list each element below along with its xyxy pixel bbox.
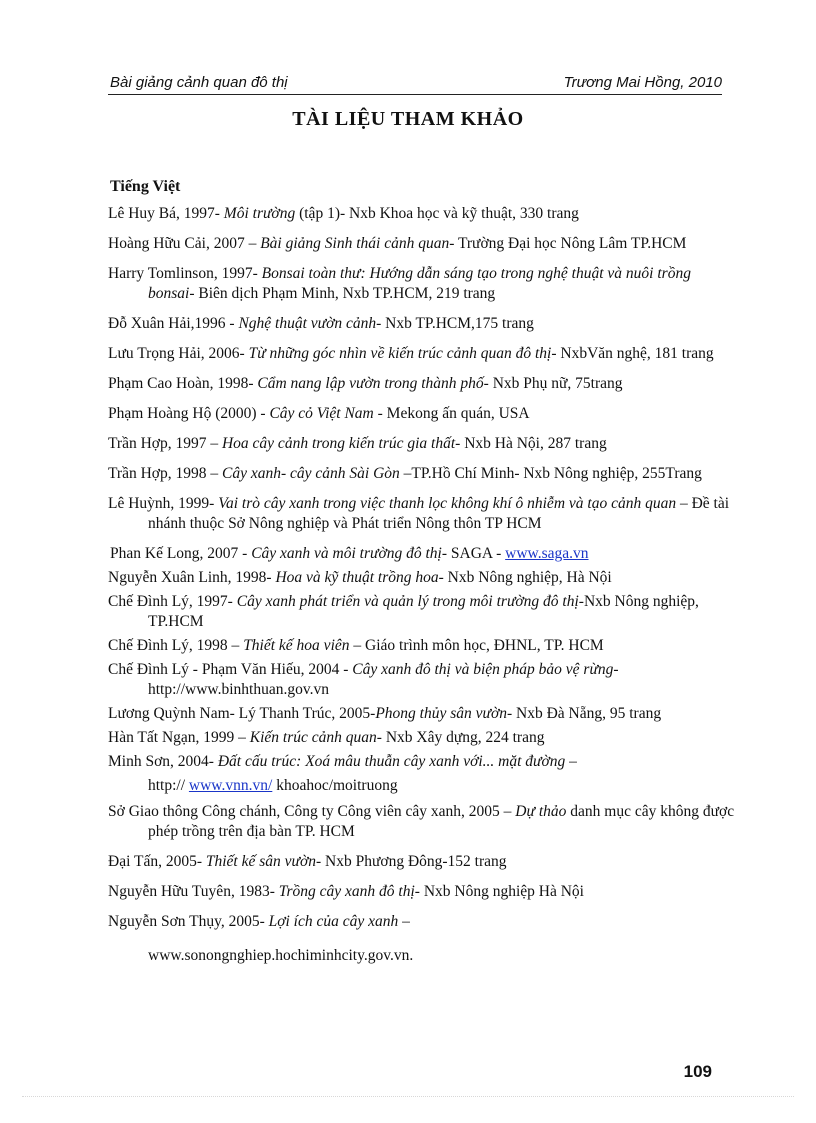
reference-item: Phạm Cao Hoàn, 1998- Cẩm nang lập vườn trong thành phố- Nxb Phụ nữ, 75trang bbox=[108, 375, 623, 392]
reference-item: Trần Hợp, 1997 – Hoa cây cảnh trong kiến trúc gia thất- Nxb Hà Nội, 287 trang bbox=[108, 435, 607, 452]
running-header bbox=[108, 74, 722, 95]
reference-item: Hàn Tất Ngạn, 1999 – Kiến trúc cảnh quan- Nxb Xây dựng, 224 trang bbox=[108, 729, 545, 746]
reference-item: Nguyễn Hữu Tuyên, 1983- Trồng cây xanh đô thị- Nxb Nông nghiệp Hà Nội bbox=[108, 883, 584, 900]
reference-item: Đại Tấn, 2005- Thiết kế sân vườn- Nxb Phương Đông-152 trang bbox=[108, 853, 507, 870]
reference-item: Harry Tomlinson, 1997- Bonsai toàn thư: Hướng dẫn sáng tạo trong nghệ thuật và nuôi trồng bonsai- Biên dịch Phạm Minh, Nxb TP.HCM, 219 trang bbox=[108, 265, 691, 302]
reference-list bbox=[108, 204, 738, 976]
footer-divider bbox=[22, 1096, 794, 1097]
reference-item: Trần Hợp, 1998 – Cây xanh- cây cảnh Sài Gòn –TP.Hồ Chí Minh- Nxb Nông nghiệp, 255Trang bbox=[108, 465, 702, 482]
reference-item: Phạm Hoàng Hộ (2000) - Cây cỏ Việt Nam - Mekong ấn quán, USA bbox=[108, 405, 530, 422]
reference-item: Phan Kế Long, 2007 - Cây xanh và môi trường đô thị- SAGA - www.saga.vn bbox=[110, 545, 589, 562]
section-heading: Tiếng Việt bbox=[110, 178, 181, 195]
reference-item: Chế Đình Lý, 1998 – Thiết kế hoa viên – Giáo trình môn học, ĐHNL, TP. HCM bbox=[108, 637, 604, 654]
reference-item: Lương Quỳnh Nam- Lý Thanh Trúc, 2005-Phong thủy sân vườn- Nxb Đà Nẵng, 95 trang bbox=[108, 705, 662, 722]
header-course-title: Bài giảng cảnh quan đô thị bbox=[110, 74, 288, 91]
vnn-link[interactable]: www.vnn.vn/ bbox=[188, 777, 273, 794]
reference-item: Lưu Trọng Hải, 2006- Từ những góc nhìn về kiến trúc cảnh quan đô thị- NxbVăn nghệ, 181 trang bbox=[108, 345, 714, 362]
reference-item: Sở Giao thông Công chánh, Công ty Công viên cây xanh, 2005 – Dự thảo danh mục cây không được phép trồng trên địa bàn TP. HCM bbox=[108, 803, 735, 840]
page-title: TÀI LIỆU THAM KHẢO bbox=[292, 108, 524, 130]
saga-link[interactable]: www.saga.vn bbox=[505, 545, 589, 562]
reference-item: Lê Huy Bá, 1997- Môi trường (tập 1)- Nxb Khoa học và kỹ thuật, 330 trang bbox=[108, 205, 579, 222]
header-author-year: Trương Mai Hồng, 2010 bbox=[563, 74, 722, 91]
reference-continuation: www.sonongnghiep.hochiminhcity.gov.vn. bbox=[148, 947, 414, 964]
reference-item: Nguyễn Sơn Thụy, 2005- Lợi ích của cây xanh – bbox=[108, 913, 410, 930]
reference-item: Đỗ Xuân Hải,1996 - Nghệ thuật vườn cảnh- Nxb TP.HCM,175 trang bbox=[108, 315, 534, 332]
page-number: 109 bbox=[683, 1062, 712, 1081]
reference-continuation: http:// www.vnn.vn/ khoahoc/moitruong bbox=[148, 777, 398, 794]
reference-item: Hoàng Hữu Cải, 2007 – Bài giảng Sinh thái cảnh quan- Trường Đại học Nông Lâm TP.HCM bbox=[108, 235, 687, 252]
reference-item: Chế Đình Lý - Phạm Văn Hiếu, 2004 - Cây xanh đô thị và biện pháp bảo vệ rừng- http://www.binhthuan.gov.vn bbox=[108, 661, 619, 698]
reference-item: Chế Đình Lý, 1997- Cây xanh phát triển và quản lý trong môi trường đô thị-Nxb Nông nghiệp, TP.HCM bbox=[108, 593, 699, 630]
reference-item: Lê Huỳnh, 1999- Vai trò cây xanh trong việc thanh lọc không khí ô nhiễm và tạo cảnh quan – Đề tài nhánh thuộc Sở Nông nghiệp và Phát triển Nông thôn TP HCM bbox=[108, 495, 730, 532]
reference-item: Nguyễn Xuân Linh, 1998- Hoa và kỹ thuật trồng hoa- Nxb Nông nghiệp, Hà Nội bbox=[108, 569, 612, 586]
reference-item: Minh Sơn, 2004- Đất cấu trúc: Xoá mâu thuẫn cây xanh với... mặt đường – bbox=[108, 753, 577, 770]
